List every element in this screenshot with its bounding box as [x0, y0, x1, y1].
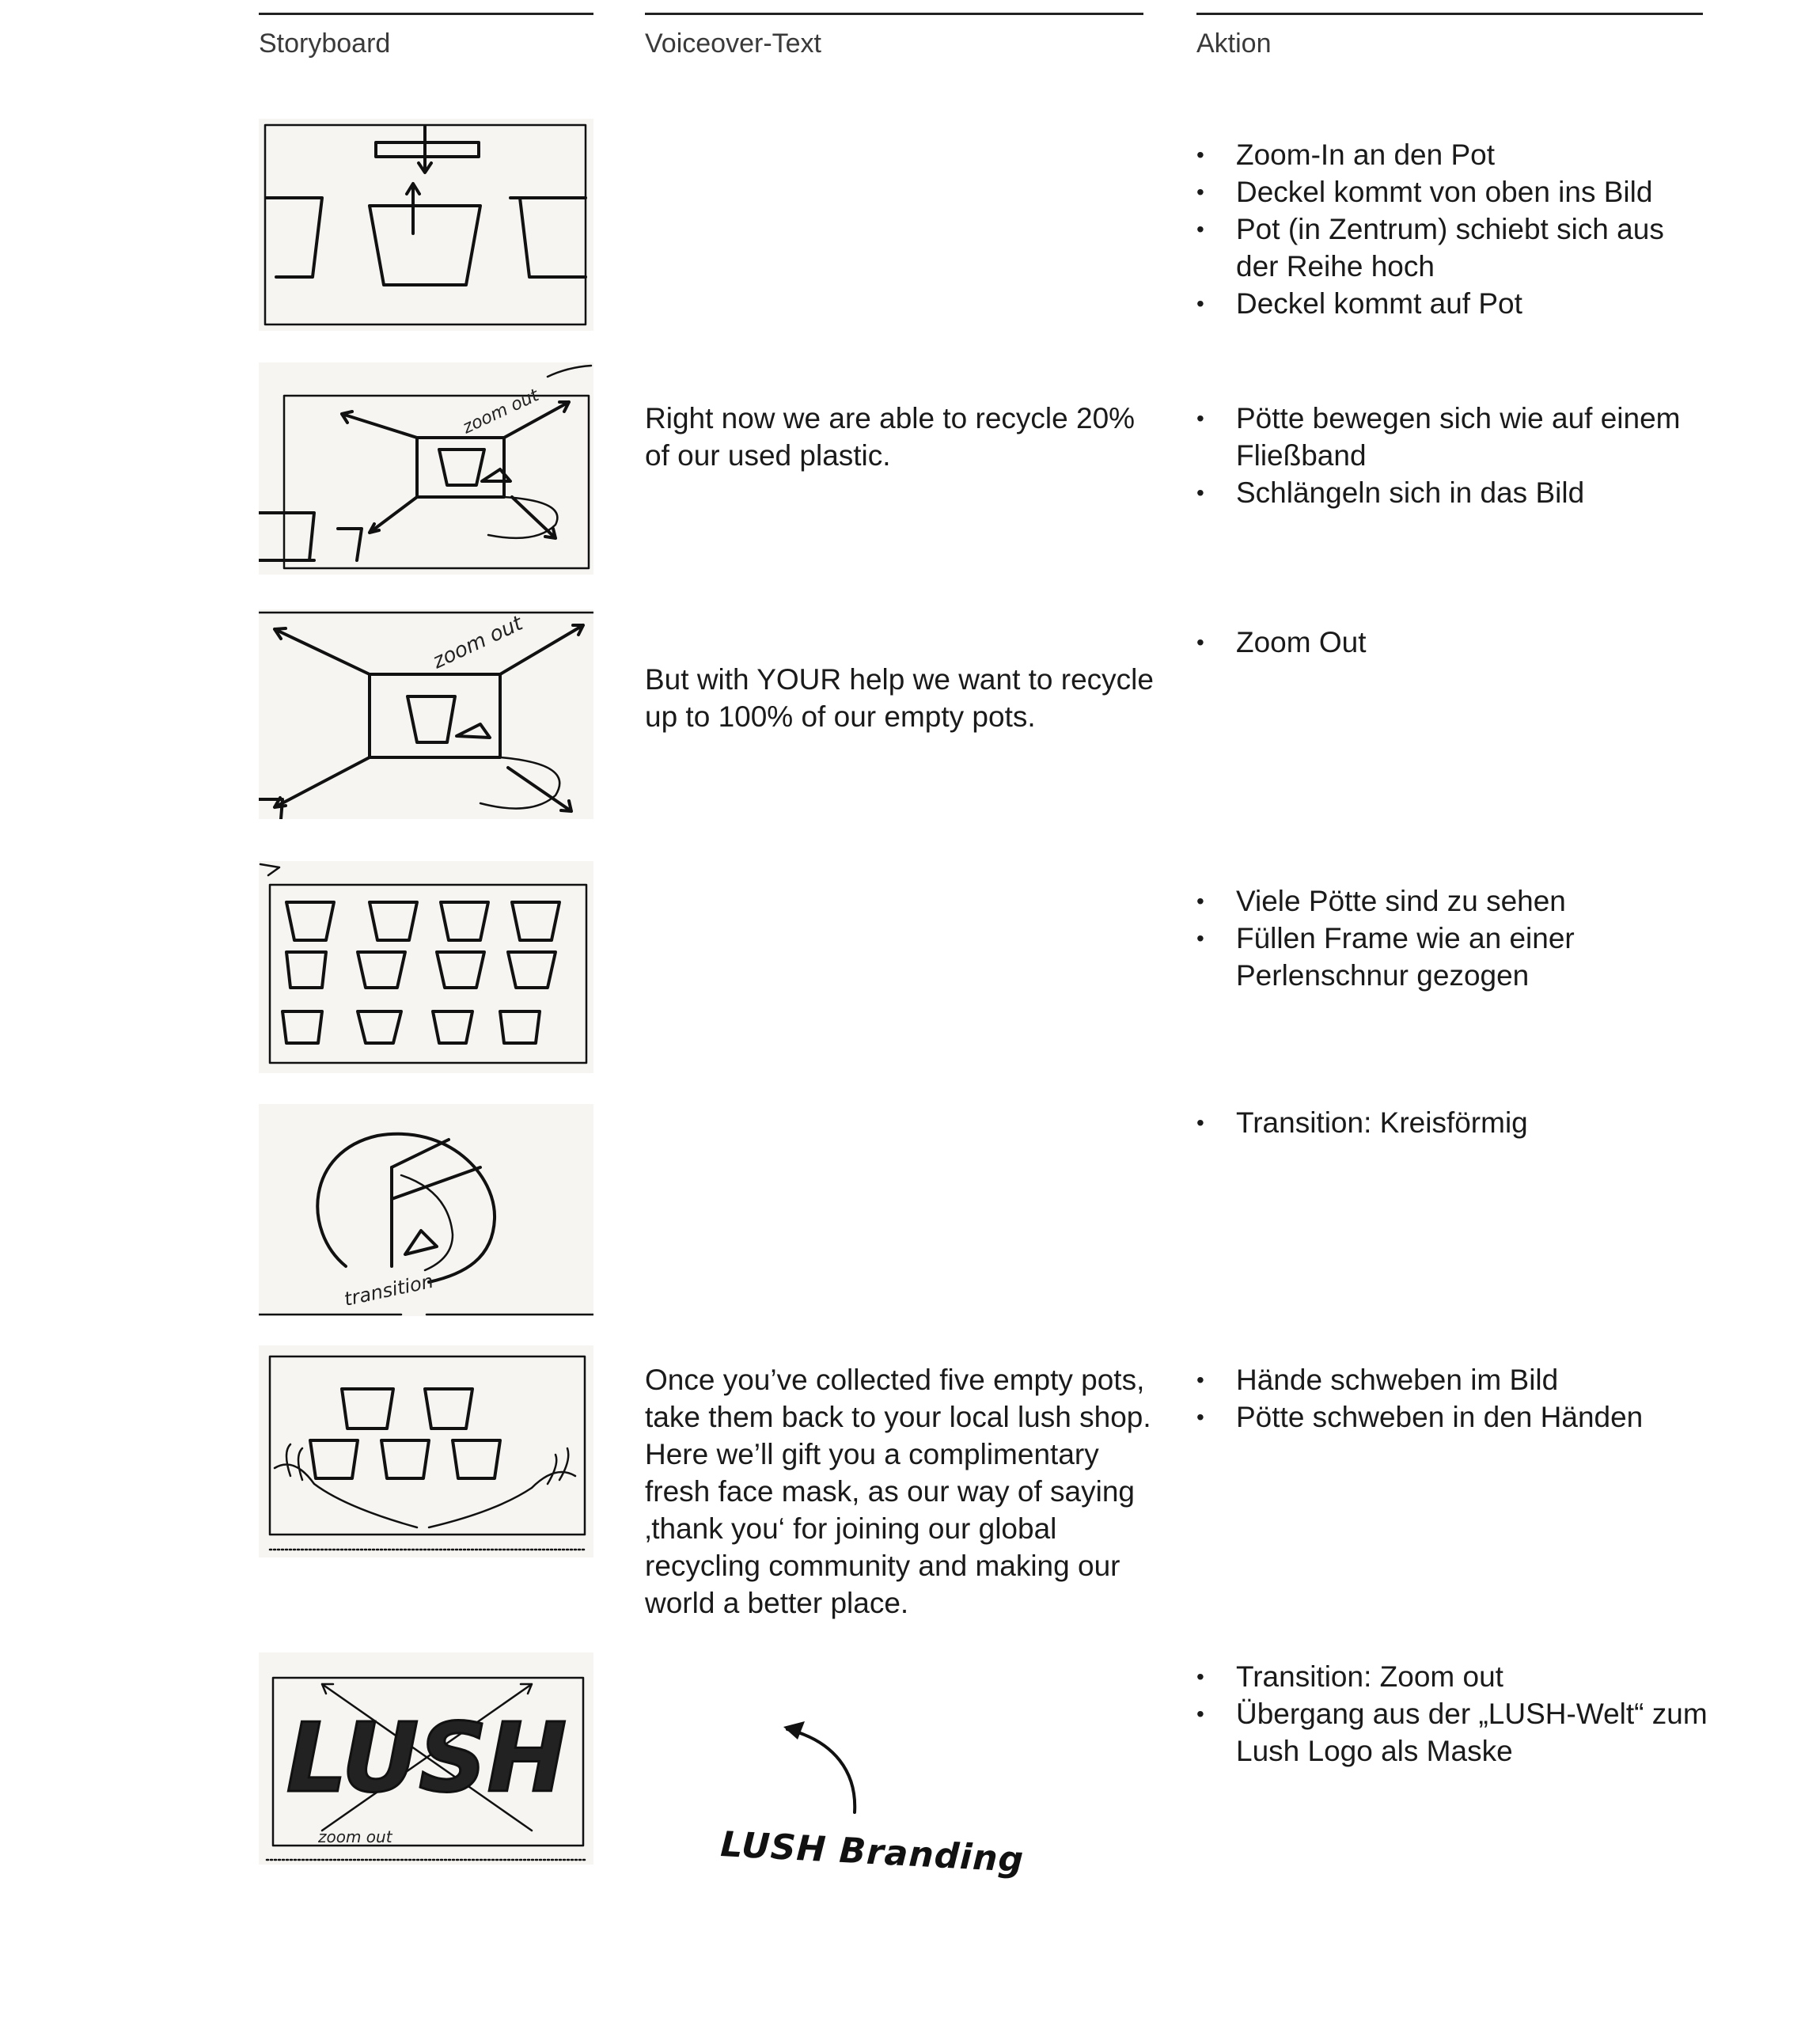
action-item: • Pötte bewegen sich wie auf einem Fließband [1196, 400, 1711, 474]
sketch-conveyor-zoom-out [259, 362, 593, 575]
action-item: • Zoom-In an den Pot [1196, 136, 1711, 173]
sketch-circular-transition [259, 1104, 593, 1316]
action-item: • Zoom Out [1196, 624, 1711, 661]
action-list-2 [1196, 400, 1711, 511]
action-item: • Deckel kommt auf Pot [1196, 285, 1711, 322]
voiceover-text-6: Once you’ve collected five empty pots, take them back to your local lush shop. Here we’ll gift you a complimentary fresh face mask, as our way of saying ‚thank you‘ for joining our global recycling community and making our world a better place. [645, 1364, 1151, 1619]
sketch-label: zoom out [318, 1827, 392, 1846]
action-item: • Viele Pötte sind zu sehen [1196, 882, 1711, 920]
action-list-7 [1196, 1658, 1711, 1770]
storyboard-frame-5 [259, 1104, 593, 1316]
sketch-hands-with-pots [259, 1345, 593, 1557]
action-item: • Übergang aus der „LUSH-Welt“ zum Lush Logo als Maske [1196, 1695, 1711, 1770]
header-rule-action [1196, 13, 1703, 15]
storyboard-frame-4 [259, 861, 593, 1073]
action-item: • Transition: Zoom out [1196, 1658, 1711, 1695]
action-item: • Transition: Kreisförmig [1196, 1104, 1711, 1141]
storyboard-frame-7 [259, 1652, 593, 1865]
action-item: • Hände schweben im Bild [1196, 1361, 1711, 1398]
action-list-4 [1196, 882, 1711, 994]
sketch-zoom-out [259, 609, 593, 819]
sketch-many-pots [259, 861, 593, 1073]
storyboard-frame-1 [259, 119, 593, 331]
action-item: • Pötte schweben in den Händen [1196, 1398, 1711, 1436]
storyboard-frame-6 [259, 1345, 593, 1557]
column-header-voiceover: Voiceover-Text [645, 28, 821, 59]
header-rule-storyboard [259, 13, 593, 15]
voiceover-text-2: Right now we are able to recycle 20% of our used plastic. [645, 402, 1136, 472]
header-rule-voiceover [645, 13, 1143, 15]
action-item: • Füllen Frame wie an einer Perlenschnur gezogen [1196, 920, 1711, 994]
action-list-1 [1196, 136, 1711, 322]
action-item: • Schlängeln sich in das Bild [1196, 474, 1711, 511]
action-list-6 [1196, 1361, 1711, 1436]
sketch-lush-letters: LUSH [286, 1704, 567, 1814]
action-list-3 [1196, 624, 1711, 661]
sketch-label: zoom out [459, 385, 542, 438]
sketch-pot-lid-drop [259, 119, 593, 331]
action-item: • Pot (in Zentrum) schiebt sich aus der Reihe hoch [1196, 211, 1711, 285]
column-header-storyboard: Storyboard [259, 28, 391, 59]
sketch-lush-logo-zoom [259, 1652, 593, 1865]
storyboard-frame-3 [259, 609, 593, 819]
branding-note: LUSH Branding [719, 1824, 1026, 1881]
column-header-action: Aktion [1196, 28, 1272, 59]
sketch-label: zoom out [429, 611, 527, 674]
storyboard-frame-2 [259, 362, 593, 575]
action-item: • Deckel kommt von oben ins Bild [1196, 173, 1711, 211]
action-list-5 [1196, 1104, 1711, 1141]
voiceover-text-3: But with YOUR help we want to recycle up to 100% of our empty pots. [645, 663, 1154, 733]
sketch-label: transition [342, 1269, 436, 1311]
